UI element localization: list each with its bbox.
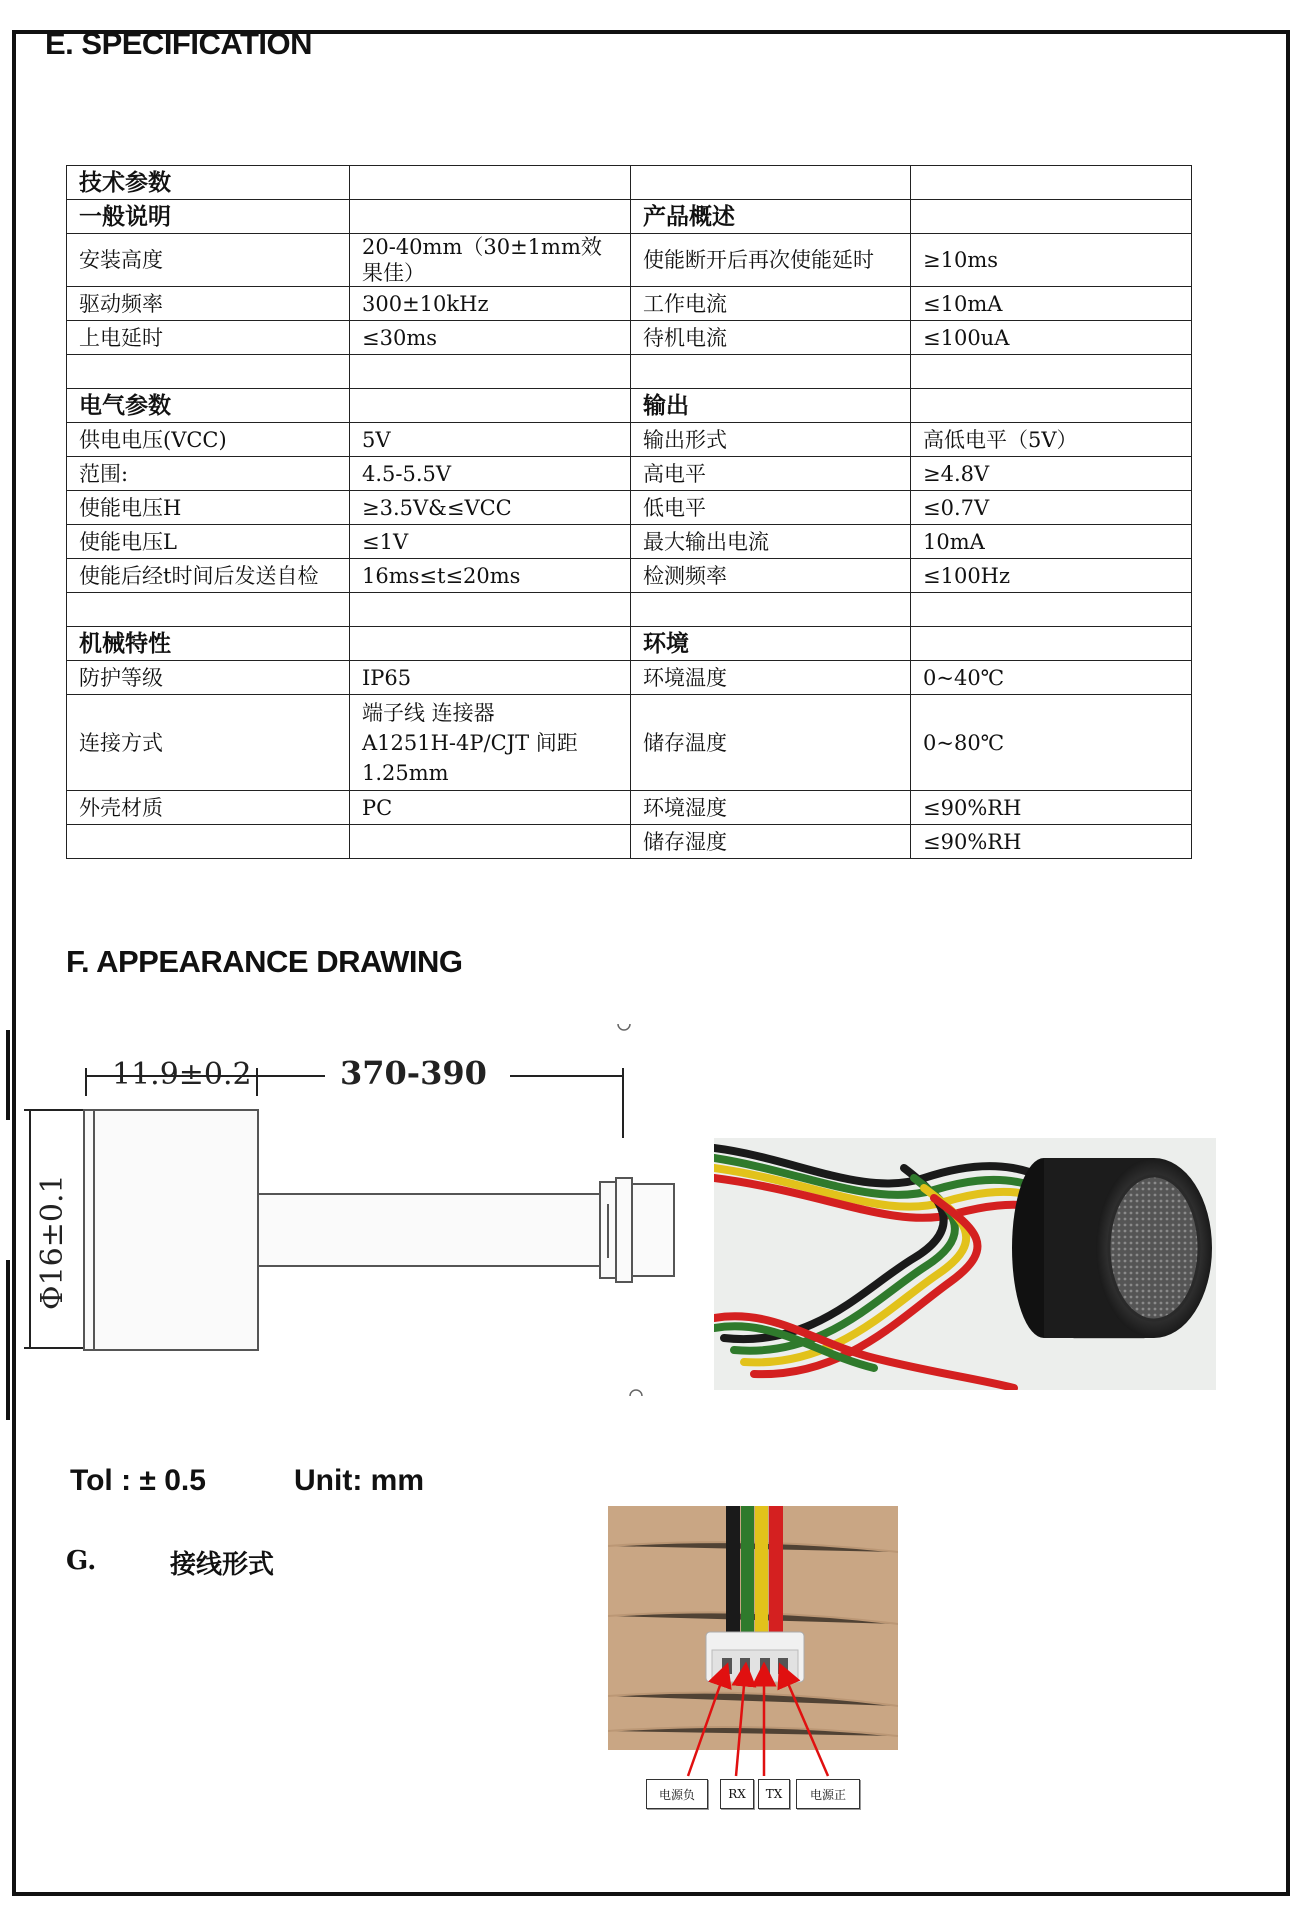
- empty-cell: [911, 389, 1192, 423]
- table-row: [67, 695, 1192, 791]
- sensor-photo: [714, 1138, 1216, 1390]
- param-name: 上电延时: [67, 321, 350, 355]
- param-value: [350, 825, 631, 859]
- left-margin-mark: [6, 1030, 10, 1120]
- group-header: 机械特性: [67, 627, 350, 661]
- param-name: 连接方式: [67, 695, 350, 791]
- empty-cell: [911, 355, 1192, 389]
- param-value: ≤30ms: [350, 321, 631, 355]
- empty-cell: [350, 200, 631, 234]
- param-name: 使能断开后再次使能延时: [631, 234, 911, 287]
- table-row: [67, 559, 1192, 593]
- param-value: ≥3.5V&≤VCC: [350, 491, 631, 525]
- empty-cell: [911, 627, 1192, 661]
- group-header: 输出: [631, 389, 911, 423]
- group-header: 环境: [631, 627, 911, 661]
- registration-mark: [618, 1024, 630, 1030]
- empty-cell: [350, 389, 631, 423]
- param-name: 使能电压H: [67, 491, 350, 525]
- table-row: [67, 166, 1192, 200]
- label-power-negative: 电源负: [646, 1779, 708, 1809]
- param-value: ≥4.8V: [911, 457, 1192, 491]
- param-name: 低电平: [631, 491, 911, 525]
- label-tx: TX: [758, 1779, 790, 1809]
- param-value: 16ms≤t≤20ms: [350, 559, 631, 593]
- param-name: 工作电流: [631, 287, 911, 321]
- param-name: 外壳材质: [67, 791, 350, 825]
- param-value: [350, 695, 631, 791]
- spec-table: [66, 165, 1192, 859]
- empty-cell: [911, 593, 1192, 627]
- table-row: [67, 355, 1192, 389]
- cable-length-dimension: 370-390: [340, 1054, 487, 1092]
- param-name: 环境湿度: [631, 791, 911, 825]
- param-name: 储存温度: [631, 695, 911, 791]
- param-name: 安装高度: [67, 234, 350, 287]
- appearance-drawing: [20, 1018, 700, 1408]
- param-value: 高低电平（5V）: [911, 423, 1192, 457]
- empty-cell: [350, 593, 631, 627]
- wiring-arrows: [608, 1660, 898, 1780]
- table-row: [67, 627, 1192, 661]
- param-value: ≤10mA: [911, 287, 1192, 321]
- connection-line: 端子线 连接器: [362, 700, 495, 725]
- empty-cell: [67, 355, 350, 389]
- wiring-title: 接线形式: [170, 1550, 275, 1580]
- param-name: 储存湿度: [631, 825, 911, 859]
- empty-cell: [67, 593, 350, 627]
- label-rx: RX: [720, 1779, 754, 1809]
- param-value: 4.5-5.5V: [350, 457, 631, 491]
- param-value: 10mA: [911, 525, 1192, 559]
- param-value: ≤100Hz: [911, 559, 1192, 593]
- left-margin-mark: [6, 1260, 10, 1420]
- table-row: [67, 234, 1192, 287]
- table-row: [67, 491, 1192, 525]
- table-row: [67, 593, 1192, 627]
- param-value: ≤1V: [350, 525, 631, 559]
- param-name: 使能电压L: [67, 525, 350, 559]
- table-row: [67, 200, 1192, 234]
- param-name: [67, 825, 350, 859]
- param-value: ≤0.7V: [911, 491, 1192, 525]
- table-row: [67, 525, 1192, 559]
- table-row: [67, 791, 1192, 825]
- empty-cell: [911, 200, 1192, 234]
- table-title: 技术参数: [67, 166, 350, 200]
- empty-cell: [911, 166, 1192, 200]
- param-name: 防护等级: [67, 661, 350, 695]
- label-power-positive: 电源正: [796, 1779, 860, 1809]
- param-name: 高电平: [631, 457, 911, 491]
- empty-cell: [631, 355, 911, 389]
- param-value: ≤90%RH: [911, 791, 1192, 825]
- appearance-heading: F. APPEARANCE DRAWING: [66, 944, 463, 979]
- registration-mark: [630, 1390, 642, 1396]
- param-value: IP65: [350, 661, 631, 695]
- spec-heading: E. SPECIFICATION: [45, 26, 313, 61]
- table-row: [67, 825, 1192, 859]
- param-name: 待机电流: [631, 321, 911, 355]
- param-name: 供电电压(VCC): [67, 423, 350, 457]
- param-name: 检测频率: [631, 559, 911, 593]
- param-value: ≥10ms: [911, 234, 1192, 287]
- table-row: [67, 389, 1192, 423]
- table-row: [67, 321, 1192, 355]
- param-value: PC: [350, 791, 631, 825]
- table-row: [67, 287, 1192, 321]
- connection-line: A1251H-4P/CJT 间距: [362, 730, 578, 755]
- param-value: 20-40mm（30±1mm效果佳）: [350, 234, 631, 287]
- param-name: 输出形式: [631, 423, 911, 457]
- width-dimension: 11.9±0.2: [112, 1057, 252, 1092]
- wiring-letter: G.: [66, 1546, 97, 1576]
- table-row: [67, 457, 1192, 491]
- param-name: 环境温度: [631, 661, 911, 695]
- param-value: 0~40℃: [911, 661, 1192, 695]
- param-name: 驱动频率: [67, 287, 350, 321]
- empty-cell: [631, 593, 911, 627]
- param-name: 范围:: [67, 457, 350, 491]
- param-value: 5V: [350, 423, 631, 457]
- param-value: ≤100uA: [911, 321, 1192, 355]
- empty-cell: [350, 627, 631, 661]
- connection-line: 1.25mm: [362, 760, 449, 785]
- empty-cell: [631, 166, 911, 200]
- empty-cell: [350, 355, 631, 389]
- unit-text: Unit: mm: [294, 1464, 424, 1497]
- empty-cell: [350, 166, 631, 200]
- param-name: 使能后经t时间后发送自检: [67, 559, 350, 593]
- table-row: [67, 661, 1192, 695]
- tolerance-text: Tol : ± 0.5: [70, 1464, 206, 1497]
- param-value: ≤90%RH: [911, 825, 1192, 859]
- group-header: 电气参数: [67, 389, 350, 423]
- group-header: 产品概述: [631, 200, 911, 234]
- table-row: [67, 423, 1192, 457]
- group-header: 一般说明: [67, 200, 350, 234]
- param-name: 最大输出电流: [631, 525, 911, 559]
- param-value: 0~80℃: [911, 695, 1192, 791]
- param-value: 300±10kHz: [350, 287, 631, 321]
- diameter-dimension: Φ16±0.1: [35, 1174, 70, 1310]
